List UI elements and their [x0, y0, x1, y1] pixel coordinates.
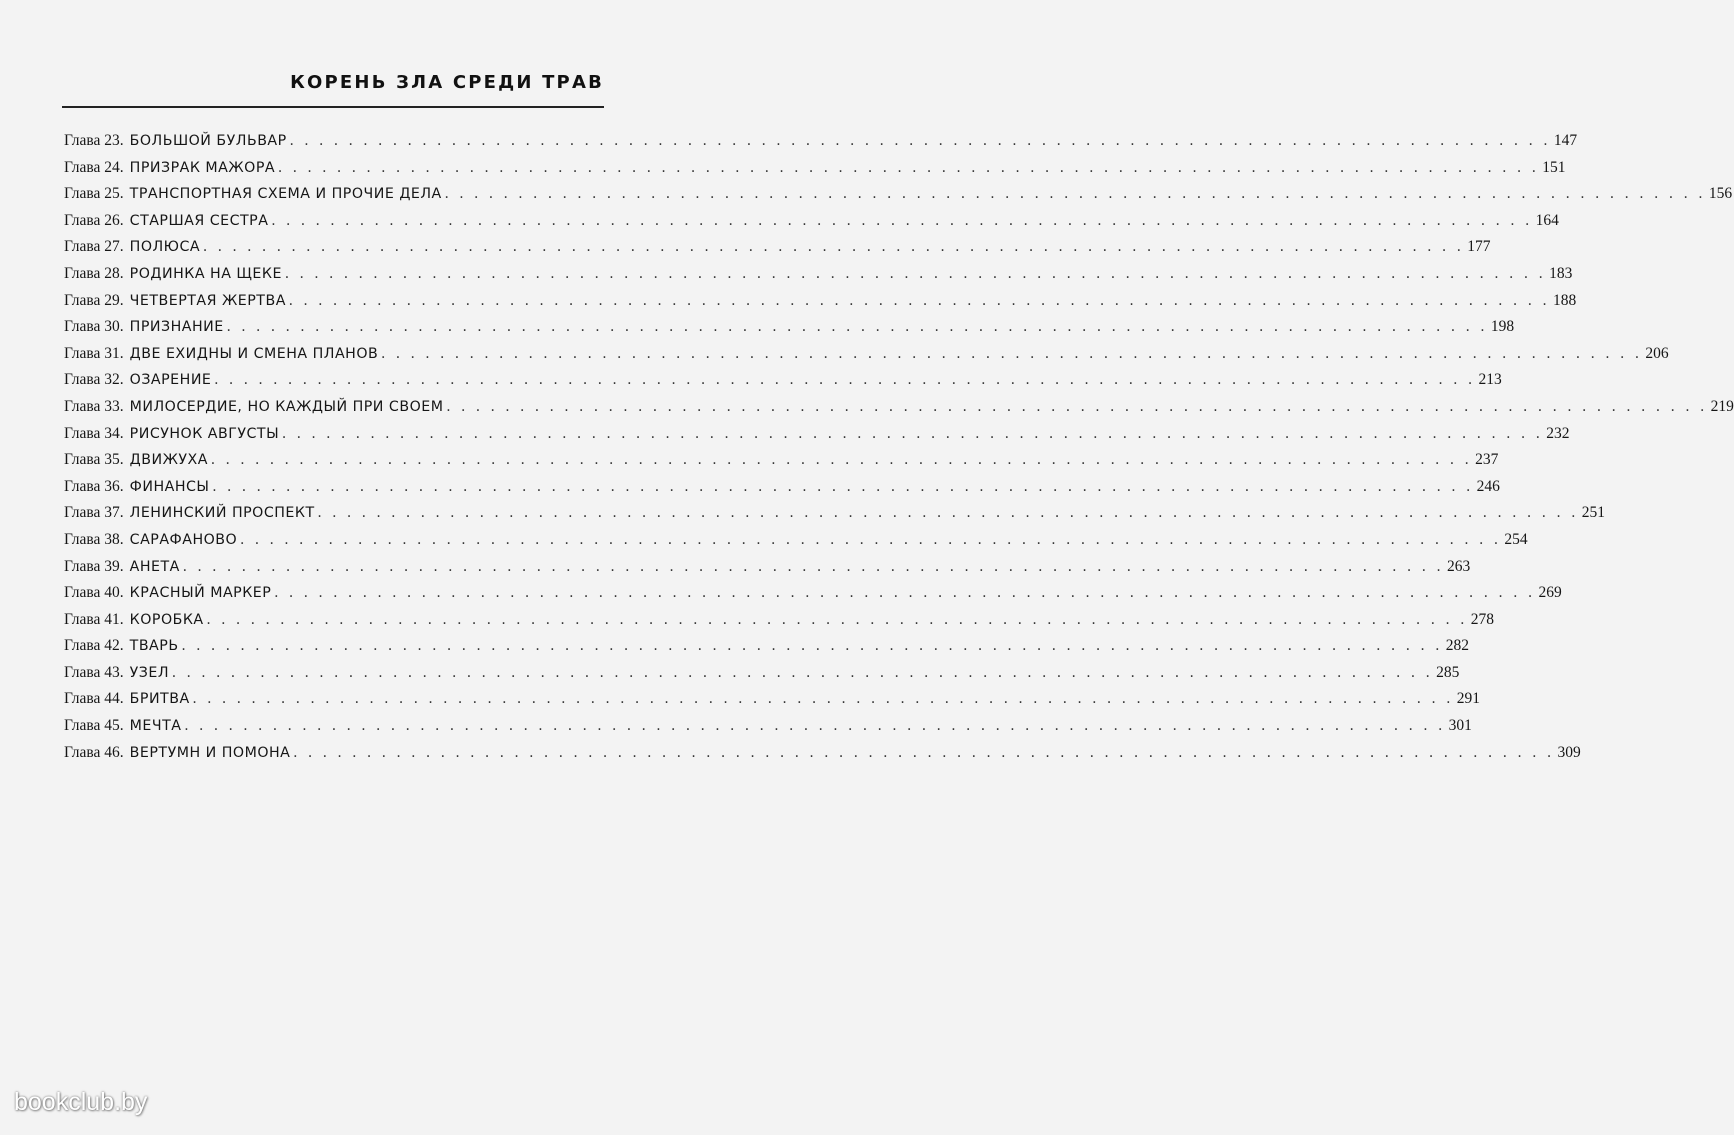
chapter-title: ТВАРЬ — [129, 638, 179, 655]
dot-leader: . . . . . . . . . . . . . . . . . . . . . . . . . . . . . . . . . . . . . . . . . . . . . . . . . . . . . . . . . . . . . . . . . . . . . . . . . . . . . . . . . . . . . . — [206, 610, 1468, 628]
chapter-title: ДВЕ ЕХИДНЫ И СМЕНА ПЛАНОВ — [129, 345, 379, 362]
toc-entry — [64, 185, 1733, 212]
chapter-number: Глава 38. — [64, 530, 124, 548]
toc-entry — [64, 477, 1500, 505]
dot-leader: . . . . . . . . . . . . . . . . . . . . . . . . . . . . . . . . . . . . . . . . . . . . . . . . . . . . . . . . . . . . . . . . . . . . . . . . . . . . . . . . . . . . . . — [226, 318, 1488, 336]
dot-leader: . . . . . . . . . . . . . . . . . . . . . . . . . . . . . . . . . . . . . . . . . . . . . . . . . . . . . . . . . . . . . . . . . . . . . . . . . . . . . . . . . . . . . . — [278, 158, 1540, 176]
page-number: 219 — [1710, 397, 1734, 415]
chapter-title: ПРИЗНАНИЕ — [129, 319, 224, 336]
chapter-number: Глава 26. — [64, 211, 124, 229]
chapter-title: УЗЕЛ — [129, 664, 170, 681]
chapter-title: БРИТВА — [129, 691, 190, 708]
toc-entry — [64, 318, 1515, 345]
toc-entry — [64, 743, 1581, 771]
toc-entry — [64, 132, 1578, 159]
page-number: 237 — [1475, 451, 1499, 469]
header-rule — [62, 106, 604, 108]
dot-leader: . . . . . . . . . . . . . . . . . . . . . . . . . . . . . . . . . . . . . . . . . . . . . . . . . . . . . . . . . . . . . . . . . . . . . . . . . . . . . . . . . . . . . . — [271, 211, 1533, 229]
chapter-title: РОДИНКА НА ЩЕКЕ — [129, 265, 282, 282]
toc-entry — [64, 238, 1491, 265]
dot-leader: . . . . . . . . . . . . . . . . . . . . . . . . . . . . . . . . . . . . . . . . . . . . . . . . . . . . . . . . . . . . . . . . . . . . . . . . . . . . . . . . . . . . . . — [282, 424, 1544, 442]
chapter-number: Глава 41. — [64, 610, 124, 628]
chapter-title: СТАРШАЯ СЕСТРА — [129, 212, 269, 229]
dot-leader: . . . . . . . . . . . . . . . . . . . . . . . . . . . . . . . . . . . . . . . . . . . . . . . . . . . . . . . . . . . . . . . . . . . . . . . . . . . . . . . . . . . . . . — [203, 238, 1465, 256]
chapter-number: Глава 36. — [64, 477, 124, 495]
chapter-number: Глава 33. — [64, 397, 124, 415]
chapter-title: МИЛОСЕРДИЕ, НО КАЖДЫЙ ПРИ СВОЕМ — [129, 398, 444, 415]
toc-entry — [64, 530, 1528, 558]
page-number: 198 — [1490, 318, 1515, 336]
table-of-contents — [64, 132, 1734, 770]
dot-leader: . . . . . . . . . . . . . . . . . . . . . . . . . . . . . . . . . . . . . . . . . . . . . . . . . . . . . . . . . . . . . . . . . . . . . . . . . . . . . . . . . . . . . . — [172, 663, 1434, 681]
page-number: 147 — [1553, 132, 1578, 149]
chapter-number: Глава 32. — [64, 371, 124, 389]
page-number: 282 — [1445, 637, 1469, 655]
page-number: 278 — [1470, 610, 1495, 628]
dot-leader: . . . . . . . . . . . . . . . . . . . . . . . . . . . . . . . . . . . . . . . . . . . . . . . . . . . . . . . . . . . . . . . . . . . . . . . . . . . . . . . . . . . . . . — [381, 344, 1643, 362]
page-number: 213 — [1478, 371, 1502, 389]
dot-leader: . . . . . . . . . . . . . . . . . . . . . . . . . . . . . . . . . . . . . . . . . . . . . . . . . . . . . . . . . . . . . . . . . . . . . . . . . . . . . . . . . . . . . . — [446, 397, 1708, 415]
dot-leader: . . . . . . . . . . . . . . . . . . . . . . . . . . . . . . . . . . . . . . . . . . . . . . . . . . . . . . . . . . . . . . . . . . . . . . . . . . . . . . . . . . . . . . — [181, 637, 1443, 655]
toc-entry — [64, 344, 1669, 372]
page-number: 291 — [1456, 690, 1481, 708]
toc-entry — [64, 717, 1472, 744]
chapter-title: БОЛЬШОЙ БУЛЬВАР — [129, 133, 287, 149]
page-number: 301 — [1448, 717, 1472, 735]
chapter-title: АНЕТА — [129, 558, 180, 575]
dot-leader: . . . . . . . . . . . . . . . . . . . . . . . . . . . . . . . . . . . . . . . . . . . . . . . . . . . . . . . . . . . . . . . . . . . . . . . . . . . . . . . . . . . . . . — [284, 264, 1547, 282]
page-number: 183 — [1549, 264, 1573, 282]
chapter-number: Глава 45. — [64, 717, 124, 735]
toc-entry — [64, 424, 1570, 452]
chapter-number: Глава 23. — [64, 132, 124, 149]
page-number: 177 — [1467, 238, 1491, 256]
page-number: 269 — [1538, 584, 1562, 602]
chapter-number: Глава 43. — [64, 663, 124, 681]
toc-entry — [64, 264, 1573, 292]
chapter-title: ТРАНСПОРТНАЯ СХЕМА И ПРОЧИЕ ДЕЛА — [129, 186, 442, 203]
chapter-number: Глава 24. — [64, 158, 124, 176]
dot-leader: . . . . . . . . . . . . . . . . . . . . . . . . . . . . . . . . . . . . . . . . . . . . . . . . . . . . . . . . . . . . . . . . . . . . . . . . . . . . . . . . . . . . . . — [210, 451, 1473, 469]
toc-entry — [64, 637, 1469, 664]
chapter-title: ПОЛЮСА — [129, 239, 201, 256]
dot-leader: . . . . . . . . . . . . . . . . . . . . . . . . . . . . . . . . . . . . . . . . . . . . . . . . . . . . . . . . . . . . . . . . . . . . . . . . . . . . . . . . . . . . . . — [212, 477, 1474, 495]
toc-entry — [64, 211, 1559, 239]
chapter-number: Глава 34. — [64, 424, 124, 442]
page-number: 151 — [1542, 158, 1566, 176]
chapter-number: Глава 40. — [64, 584, 124, 602]
toc-entry — [64, 291, 1577, 319]
chapter-title: ВЕРТУМН И ПОМОНА — [129, 744, 291, 761]
chapter-title: КРАСНЫЙ МАРКЕР — [129, 585, 272, 602]
chapter-title: ФИНАНСЫ — [129, 478, 210, 495]
dot-leader: . . . . . . . . . . . . . . . . . . . . . . . . . . . . . . . . . . . . . . . . . . . . . . . . . . . . . . . . . . . . . . . . . . . . . . . . . . . . . . . . . . . . . . — [288, 291, 1551, 309]
toc-entry — [64, 690, 1481, 717]
dot-leader: . . . . . . . . . . . . . . . . . . . . . . . . . . . . . . . . . . . . . . . . . . . . . . . . . . . . . . . . . . . . . . . . . . . . . . . . . . . . . . . . . . . . . . — [444, 185, 1706, 203]
chapter-title: КОРОБКА — [129, 611, 204, 628]
chapter-number: Глава 29. — [64, 291, 124, 309]
page-number: 263 — [1447, 557, 1471, 575]
dot-leader: . . . . . . . . . . . . . . . . . . . . . . . . . . . . . . . . . . . . . . . . . . . . . . . . . . . . . . . . . . . . . . . . . . . . . . . . . . . . . . . . . . . . . . — [289, 132, 1551, 149]
dot-leader: . . . . . . . . . . . . . . . . . . . . . . . . . . . . . . . . . . . . . . . . . . . . . . . . . . . . . . . . . . . . . . . . . . . . . . . . . . . . . . . . . . . . . . — [214, 371, 1476, 389]
chapter-number: Глава 25. — [64, 185, 124, 203]
toc-entry — [64, 371, 1502, 398]
page-number: 156 — [1708, 185, 1733, 203]
chapter-title: ЛЕНИНСКИЙ ПРОСПЕКТ — [129, 505, 315, 522]
dot-leader: . . . . . . . . . . . . . . . . . . . . . . . . . . . . . . . . . . . . . . . . . . . . . . . . . . . . . . . . . . . . . . . . . . . . . . . . . . . . . . . . . . . . . . — [317, 504, 1579, 522]
chapter-number: Глава 28. — [64, 264, 124, 282]
page-number: 246 — [1476, 477, 1500, 495]
toc-entry — [64, 451, 1499, 478]
toc-entry — [64, 663, 1460, 691]
page-number: 251 — [1581, 504, 1605, 522]
chapter-title: САРАФАНОВО — [129, 531, 238, 548]
chapter-number: Глава 42. — [64, 637, 124, 655]
dot-leader: . . . . . . . . . . . . . . . . . . . . . . . . . . . . . . . . . . . . . . . . . . . . . . . . . . . . . . . . . . . . . . . . . . . . . . . . . . . . . . . . . . . . . . — [240, 530, 1502, 548]
dot-leader: . . . . . . . . . . . . . . . . . . . . . . . . . . . . . . . . . . . . . . . . . . . . . . . . . . . . . . . . . . . . . . . . . . . . . . . . . . . . . . . . . . . . . . — [274, 584, 1536, 602]
chapter-number: Глава 35. — [64, 451, 124, 469]
toc-entry — [64, 158, 1566, 186]
chapter-title: ЧЕТВЕРТАЯ ЖЕРТВА — [129, 292, 286, 309]
watermark: bookclub.by — [14, 1088, 148, 1116]
page-number: 188 — [1553, 291, 1577, 309]
chapter-number: Глава 31. — [64, 344, 124, 362]
toc-entry — [64, 610, 1495, 638]
page-number: 232 — [1546, 424, 1570, 442]
chapter-number: Глава 37. — [64, 504, 124, 522]
toc-entry — [64, 504, 1605, 531]
dot-leader: . . . . . . . . . . . . . . . . . . . . . . . . . . . . . . . . . . . . . . . . . . . . . . . . . . . . . . . . . . . . . . . . . . . . . . . . . . . . . . . . . . . . . . — [184, 717, 1446, 735]
toc-entry — [64, 397, 1734, 425]
page-number: 206 — [1645, 344, 1669, 362]
chapter-number: Глава 39. — [64, 557, 124, 575]
chapter-number: Глава 44. — [64, 690, 124, 708]
page-number: 254 — [1504, 530, 1528, 548]
chapter-title: ОЗАРЕНИЕ — [129, 372, 212, 389]
chapter-title: ДВИЖУХА — [129, 452, 208, 469]
chapter-title: РИСУНОК АВГУСТЫ — [129, 425, 280, 442]
toc-entry — [64, 557, 1471, 585]
dot-leader: . . . . . . . . . . . . . . . . . . . . . . . . . . . . . . . . . . . . . . . . . . . . . . . . . . . . . . . . . . . . . . . . . . . . . . . . . . . . . . . . . . . . . . — [293, 743, 1555, 761]
running-head: КОРЕНЬ ЗЛА СРЕДИ ТРАВ — [290, 72, 604, 93]
toc-entry — [64, 584, 1562, 611]
page-number: 164 — [1535, 211, 1559, 229]
chapter-number: Глава 30. — [64, 318, 124, 336]
page-number: 309 — [1557, 743, 1581, 761]
dot-leader: . . . . . . . . . . . . . . . . . . . . . . . . . . . . . . . . . . . . . . . . . . . . . . . . . . . . . . . . . . . . . . . . . . . . . . . . . . . . . . . . . . . . . . — [182, 557, 1444, 575]
chapter-title: ПРИЗРАК МАЖОРА — [129, 159, 276, 176]
chapter-number: Глава 27. — [64, 238, 124, 256]
chapter-number: Глава 46. — [64, 743, 124, 761]
dot-leader: . . . . . . . . . . . . . . . . . . . . . . . . . . . . . . . . . . . . . . . . . . . . . . . . . . . . . . . . . . . . . . . . . . . . . . . . . . . . . . . . . . . . . . — [192, 690, 1454, 708]
page-number: 285 — [1436, 663, 1460, 681]
chapter-title: МЕЧТА — [129, 718, 182, 735]
